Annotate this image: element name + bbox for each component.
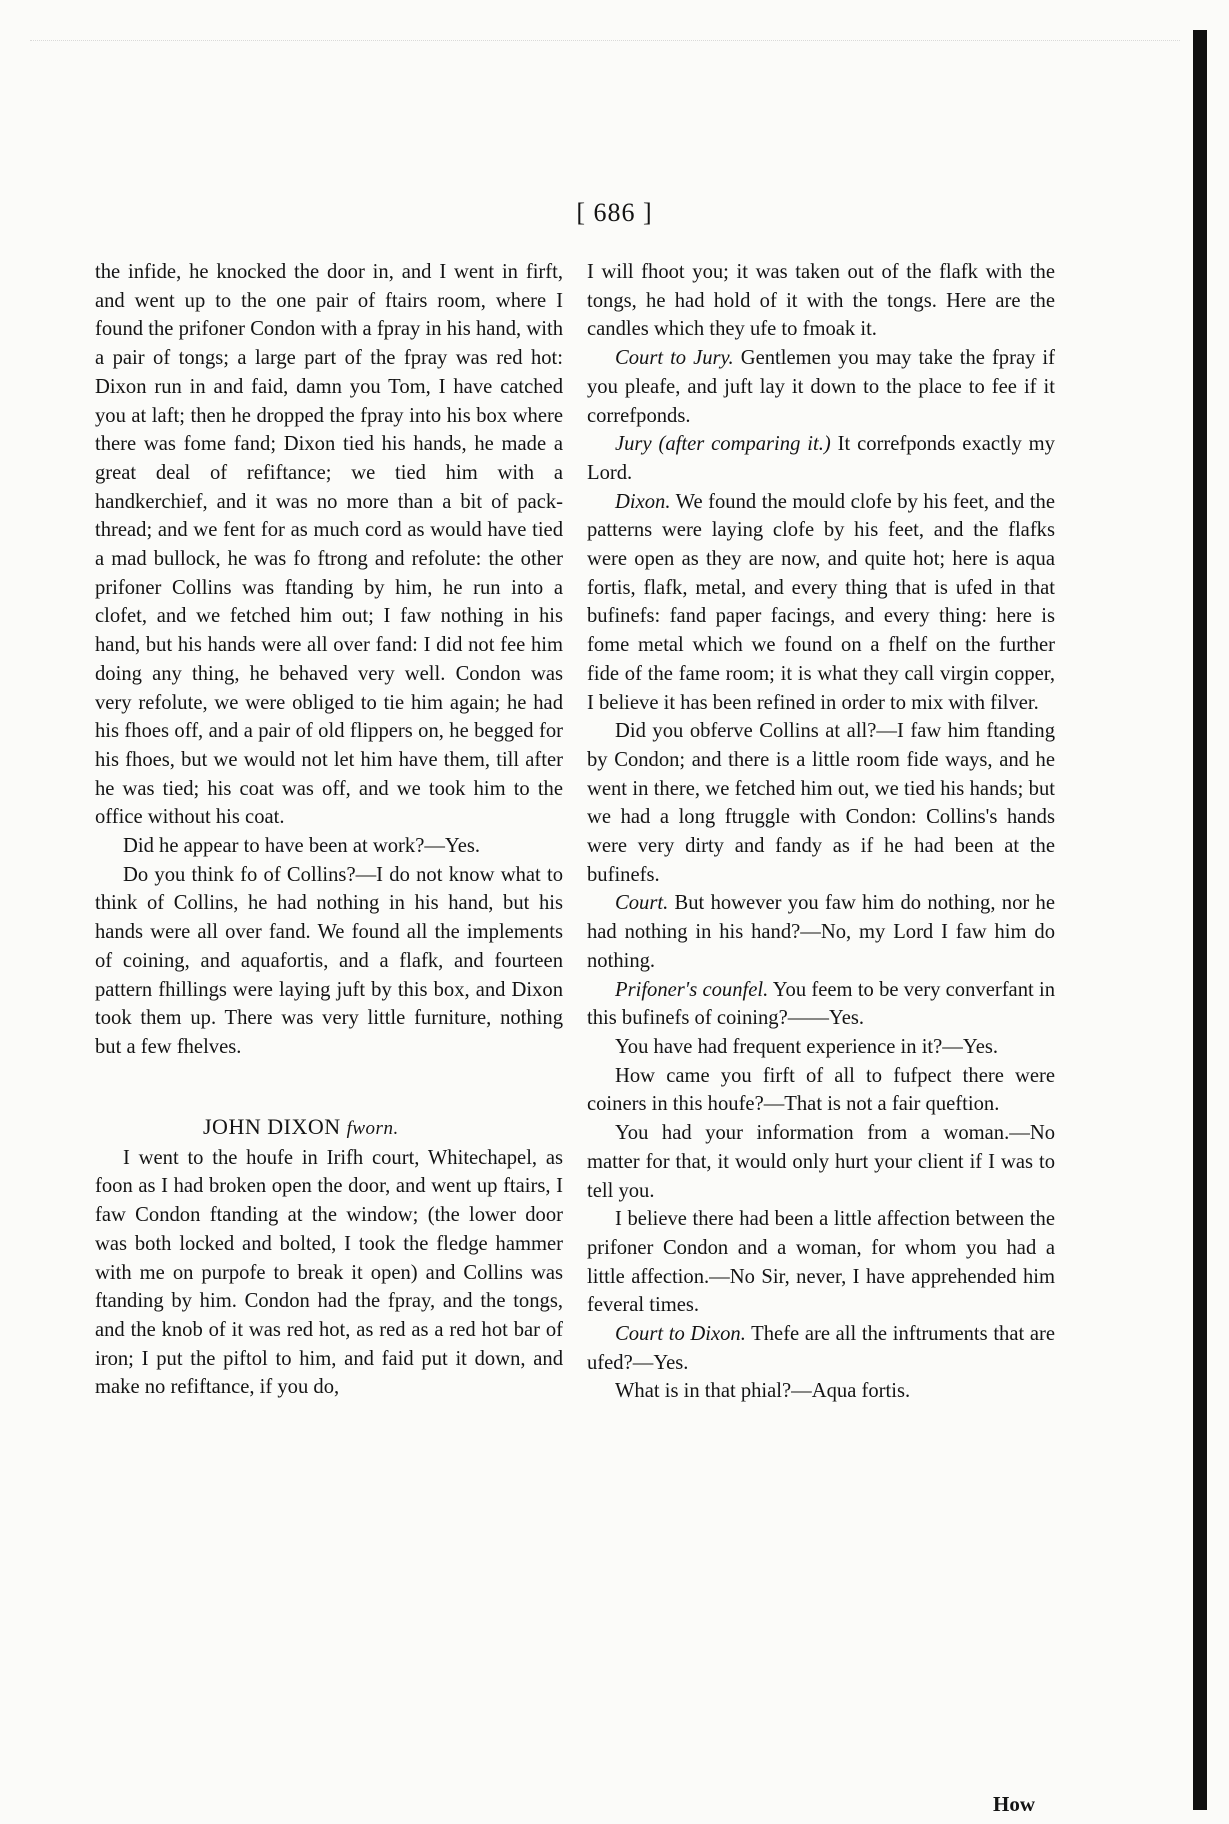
paragraph: Did he appear to have been at work?—Yes.	[123, 835, 481, 858]
left-column	[95, 258, 563, 1402]
page-edge-shadow	[1193, 30, 1207, 1810]
witness-heading	[95, 1112, 563, 1144]
speaker-label: Court to Jury.	[615, 347, 734, 370]
speech-text: It correfponds exactly my Lord.	[587, 433, 1055, 484]
paragraph: You had your information from a woman.—No matter for that, it would only hurt your client if I was to tell you.	[587, 1122, 1055, 1202]
speech-text: You feem to be very converfant in this bufinefs of coining?——Yes.	[587, 978, 1055, 1030]
paragraph: What is in that phial?—Aqua fortis.	[615, 1380, 911, 1403]
paragraph: How came you firft of all to fufpect there were coiners in this houfe?—That is not a fair queftion.	[587, 1064, 1055, 1116]
scan-noise	[30, 40, 1180, 81]
page-number: [ 686 ]	[576, 198, 653, 227]
paragraph: I went to the houfe in Irifh court, Whitechapel, as foon as I had broken open the door, and went up ftairs, I faw Condon ftanding at the window; (the lower door was both locked and bolted, I took the fledge hammer with me on purpofe to break it open) and Collins was ftanding by him. Condon had the fpray, and the tongs, and the knob of it was red hot, as red as a red hot bar of iron; I put the piftol to him, and faid put it down, and make no refiftance, if you do,	[95, 1146, 563, 1399]
speaker-label: Court to Dixon.	[615, 1323, 746, 1346]
paragraph	[587, 344, 1055, 430]
paragraph: Did you obferve Collins at all?—I faw him ftanding by Condon; and there is a little room fide ways, and he went in there, we fetched him out, we tied his hands; but we had a long ftruggle with Condon: Collins's hands were very dirty and fandy as if he had been at the bufinefs.	[587, 720, 1055, 886]
paragraph: the infide, he knocked the door in, and I went in firft, and went up to the one pair of ftairs room, where I found the prifoner Condon with a fpray in his hand, with a pair of tongs; a large part of the fpray was red hot: Dixon run in and faid, damn you Tom, I have catched you at laft; then he dropped the fpray into his box where there was fome fand; Dixon tied his hands, he made a great deal of refiftance; we tied him with a handkerchief, and it was no more than a bit of pack-thread; and we fent for as much cord as would have tied a mad bullock, he was fo ftrong and refolute: the other prifoner Collins was ftanding by him, he run into a clofet, and we fetched him out; I faw nothing in his hand, but his hands were all over fand: I did not fee him doing any thing, he behaved very well. Condon was very refolute, we were obliged to tie him again; he had his fhoes off, and a pair of old flippers on, he begged for his fhoes, but we would not let him have them, till after he was tied; his coat was off, and we took him to the office without his coat.	[95, 261, 563, 829]
paragraph	[587, 430, 1055, 487]
speaker-label: Court.	[615, 892, 669, 915]
right-column	[587, 258, 1055, 1406]
paragraph: Do you think fo of Collins?—I do not know what to think of Collins, he had nothing in his hand, but his hands were all over fand. We found all the implements of coining, and aquafortis, and a flafk, and fourteen pattern fhillings were laying juft by this box, and Dixon took them up. There was very little furniture, nothing but a few fhelves.	[95, 863, 563, 1058]
speaker-label: Prifoner's counfel.	[615, 978, 769, 1001]
paragraph: I will fhoot you; it was taken out of the flafk with the tongs, he had hold of it with the tongs. Here are the candles which they ufe to fmoak it.	[587, 261, 1055, 341]
witness-name: JOHN DIXON	[203, 1113, 341, 1139]
speech-text: We found the mould clofe by his feet, and the patterns were laying clofe by his feet, and the flafks were open as they are now, and quite hot; here is aqua fortis, flafk, metal, and every thing that is ufed in that bufinefs: fand paper facings, and every thing: here is fome metal which we found on a fhelf on the further fide of the fame room; it is what they call virgin copper, I believe it has been refined in order to mix with filver.	[587, 490, 1055, 714]
paragraph	[587, 488, 1055, 718]
speech-text: Gentlemen you may take the fpray if you pleafe, and juft lay it down to the place to fee if it correfponds.	[587, 347, 1055, 427]
paragraph: I believe there had been a little affection between the prifoner Condon and a woman, for whom you had a little affection.—No Sir, never, I have apprehended him feveral times.	[587, 1208, 1055, 1317]
sworn-label: fworn.	[346, 1117, 399, 1139]
speaker-label: Dixon.	[615, 490, 671, 513]
paragraph	[587, 976, 1055, 1033]
paragraph: You have had frequent experience in it?—Yes.	[615, 1035, 998, 1058]
speech-text: Thefe are all the inftruments that are ufed?—Yes.	[587, 1323, 1056, 1374]
paragraph	[587, 889, 1055, 975]
speaker-label: Jury (after comparing it.)	[615, 433, 831, 456]
paragraph	[587, 1320, 1055, 1377]
speech-text: But however you faw him do nothing, nor he had nothing in his hand?—No, my Lord I faw him do nothing.	[587, 892, 1055, 972]
catchword: How	[993, 1792, 1035, 1816]
